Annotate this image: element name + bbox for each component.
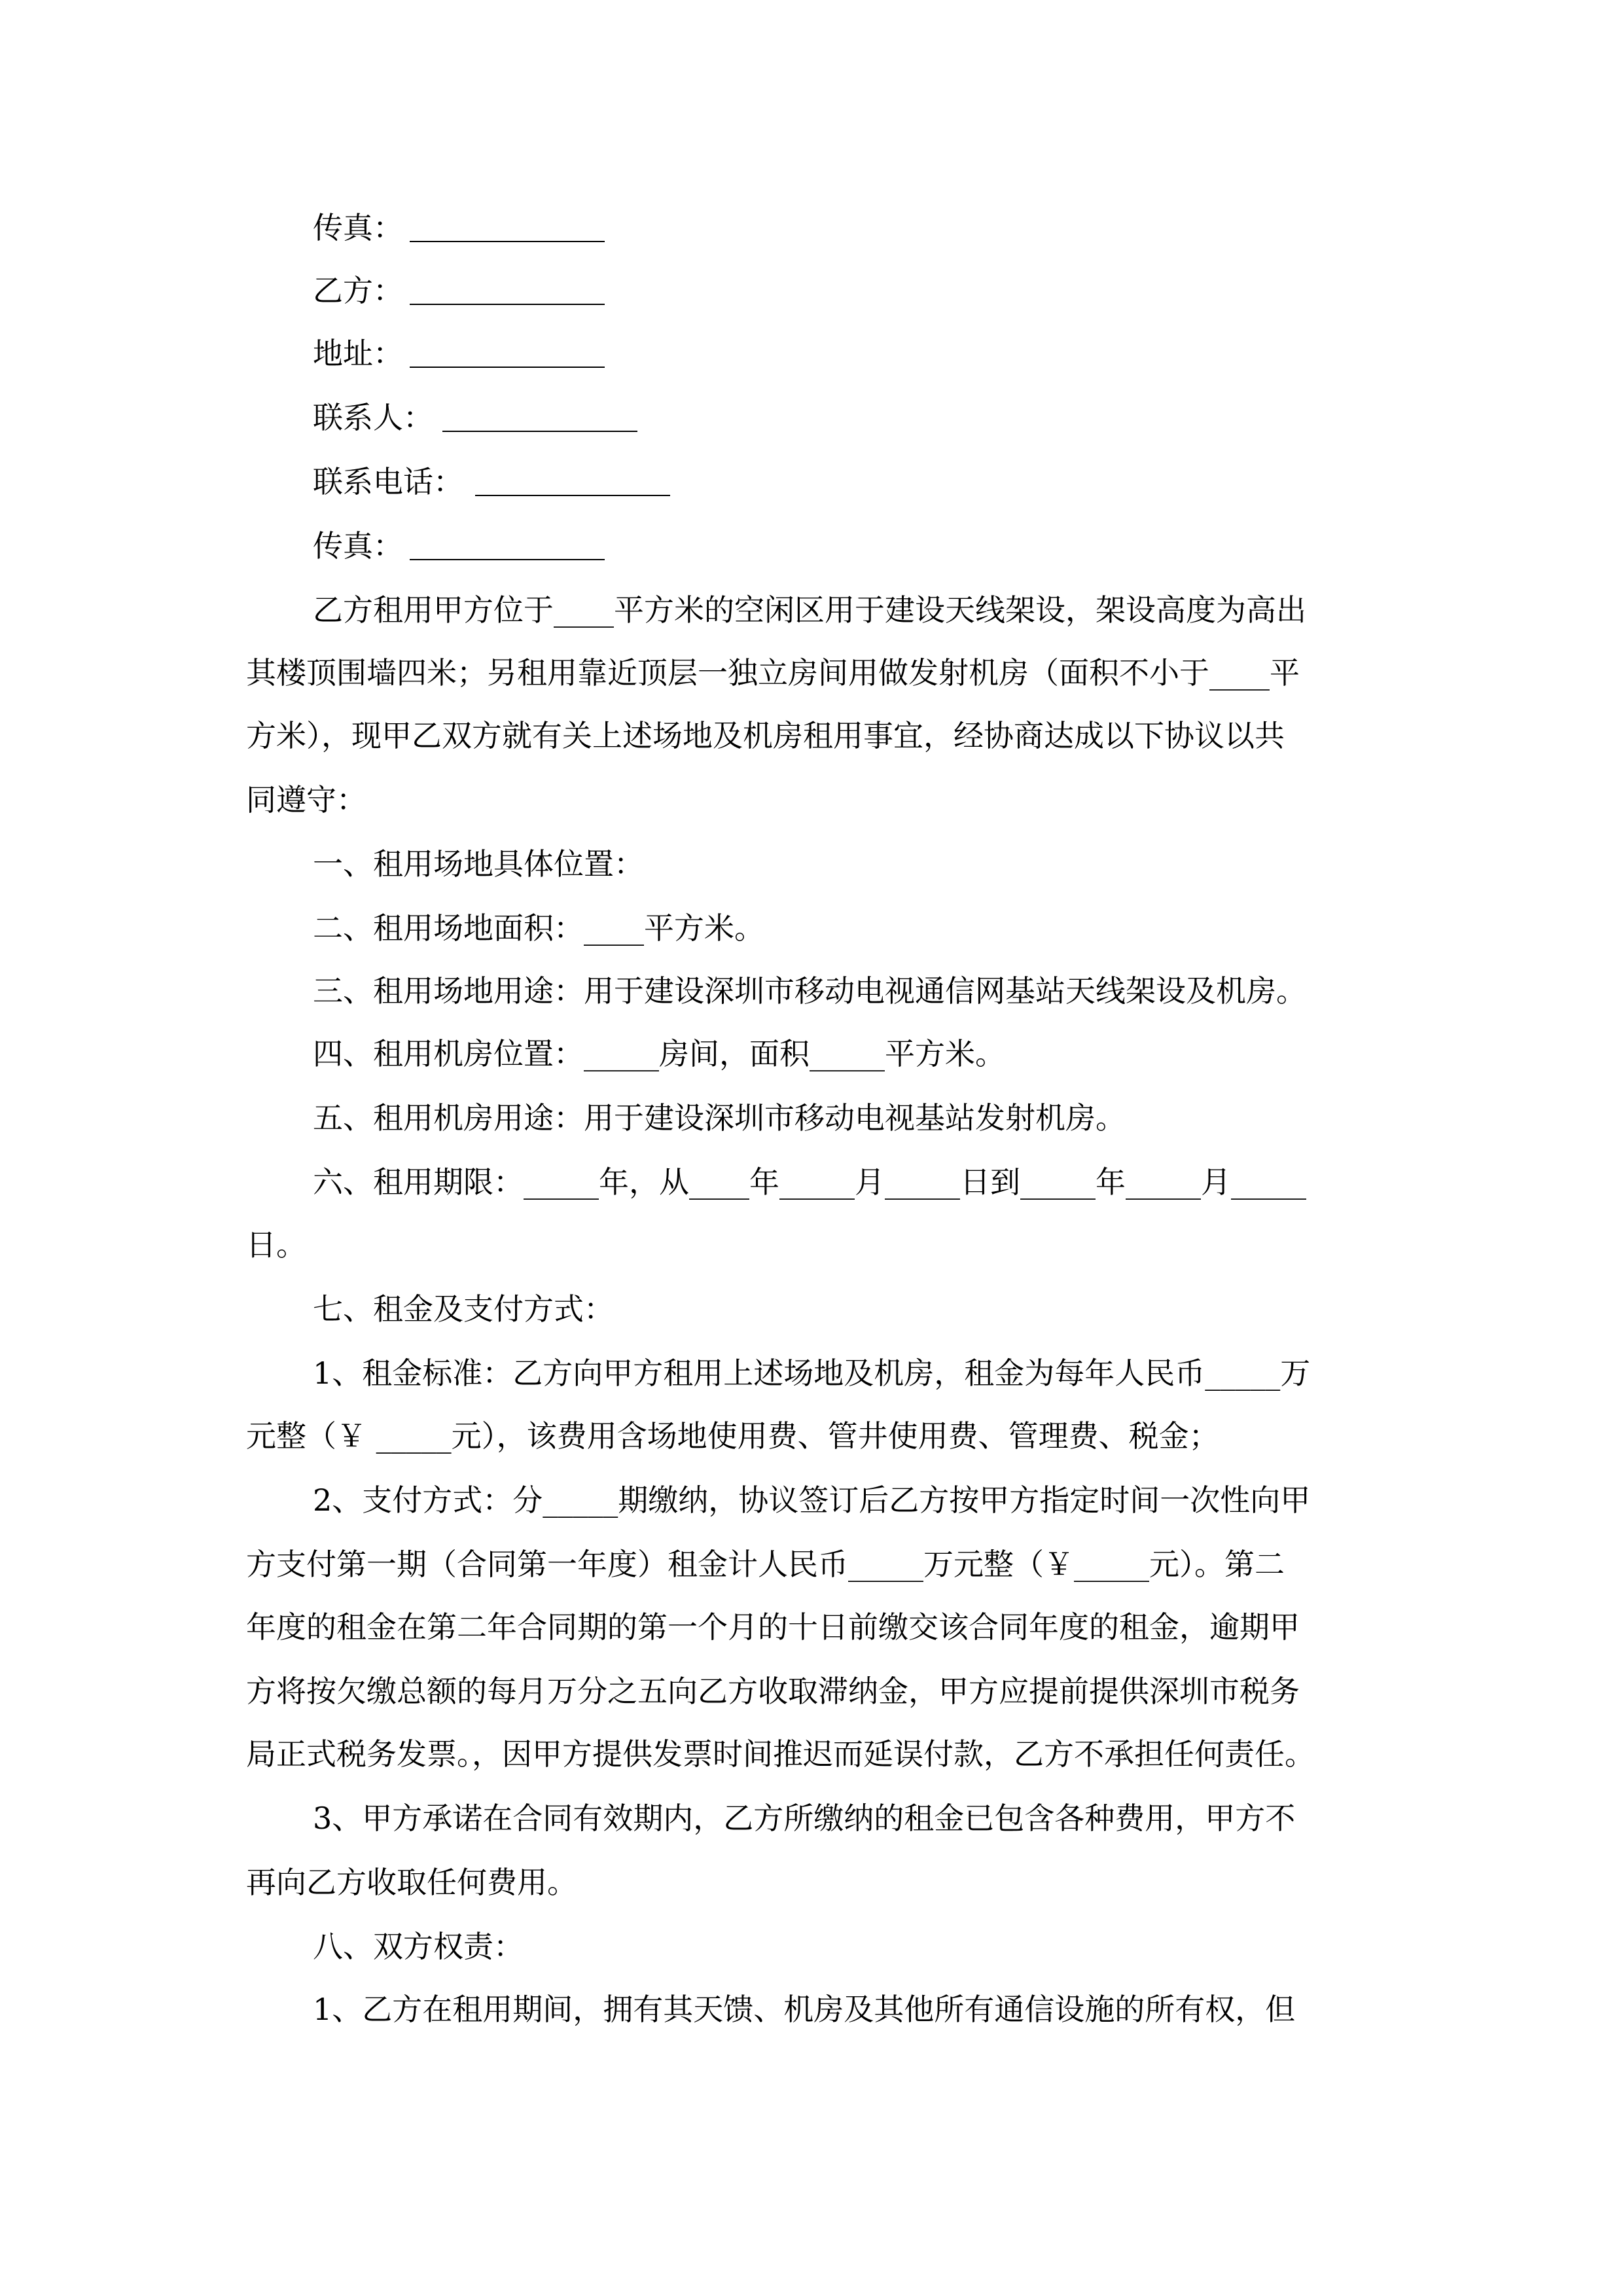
clause-7-2-line-4: 方将按欠缴总额的每月万分之五向乙方收取滞纳金，甲方应提前提供深圳市税务 [246, 1674, 1300, 1709]
blank-underline [442, 431, 637, 432]
clause-7-3-line-2: 再向乙方收取任何费用。 [246, 1865, 577, 1900]
fax-field-party-a [313, 208, 403, 247]
clause-7-1-line-2: 元整（￥ _____元），该费用含场地使用费、管井使用费、管理费、税金； [246, 1418, 1219, 1454]
party-b-field [313, 271, 403, 310]
clause-7-2-line-1: 2、支付方式：分_____期缴纳，协议签订后乙方按甲方指定时间一次性向甲 [313, 1482, 1311, 1518]
clause-6-line-2: 日。 [246, 1227, 306, 1263]
clause-8-heading: 八、双方权责： [313, 1929, 524, 1964]
intro-line-3: 方米），现甲乙双方就有关上述场地及机房租用事宜，经协商达成以下协议以共 [246, 718, 1285, 753]
field-label: 传真： [313, 528, 403, 564]
contact-person-field [313, 398, 433, 437]
field-label: 地址： [313, 336, 403, 371]
address-field [313, 334, 403, 373]
clause-7-1-line-1: 1、租金标准：乙方向甲方租用上述场地及机房，租金为每年人民币_____万 [313, 1355, 1311, 1391]
fax-field-party-b [313, 526, 403, 565]
field-label: 乙方： [313, 273, 403, 308]
clause-1: 一、租用场地具体位置： [313, 846, 644, 882]
intro-line-4: 同遵守： [246, 782, 366, 817]
intro-line-2: 其楼顶围墙四米；另租用靠近顶层一独立房间用做发射机房（面积不小于____平 [246, 655, 1300, 691]
clause-2: 二、租用场地面积：____平方米。 [313, 910, 764, 946]
clause-7-2-line-3: 年度的租金在第二年合同期的第一个月的十日前缴交该合同年度的租金，逾期甲 [246, 1609, 1300, 1645]
blank-underline [410, 367, 605, 368]
clause-4: 四、租用机房位置：_____房间，面积_____平方米。 [313, 1036, 1005, 1071]
blank-underline [410, 559, 605, 560]
contact-phone-field [313, 462, 463, 501]
clause-7-3-line-1: 3、甲方承诺在合同有效期内，乙方所缴纳的租金已包含各种费用，甲方不 [313, 1801, 1296, 1836]
clause-7-heading: 七、租金及支付方式： [313, 1291, 614, 1327]
field-label: 联系电话： [313, 464, 463, 499]
clause-3: 三、租用场地用途：用于建设深圳市移动电视通信网基站天线架设及机房。 [313, 973, 1306, 1009]
blank-underline [410, 241, 605, 242]
blank-underline [475, 495, 670, 496]
field-label: 联系人： [313, 400, 433, 435]
clause-7-2-line-2: 方支付第一期（合同第一年度）租金计人民币_____万元整（￥_____元）。第二 [246, 1547, 1285, 1582]
clause-8-1-line-1: 1、乙方在租用期间，拥有其天馈、机房及其他所有通信设施的所有权，但 [313, 1992, 1296, 2027]
intro-line-1: 乙方租用甲方位于____平方米的空闲区用于建设天线架设，架设高度为高出 [313, 592, 1306, 628]
clause-6-line-1: 六、租用期限：_____年，从____年_____月_____日到_____年_____月_____ [313, 1164, 1306, 1200]
field-label: 传真： [313, 210, 403, 245]
clause-5: 五、租用机房用途：用于建设深圳市移动电视基站发射机房。 [313, 1100, 1126, 1136]
clause-7-2-line-5: 局正式税务发票。，因甲方提供发票时间推迟而延误付款，乙方不承担任何责任。 [246, 1736, 1315, 1772]
blank-underline [410, 304, 605, 305]
